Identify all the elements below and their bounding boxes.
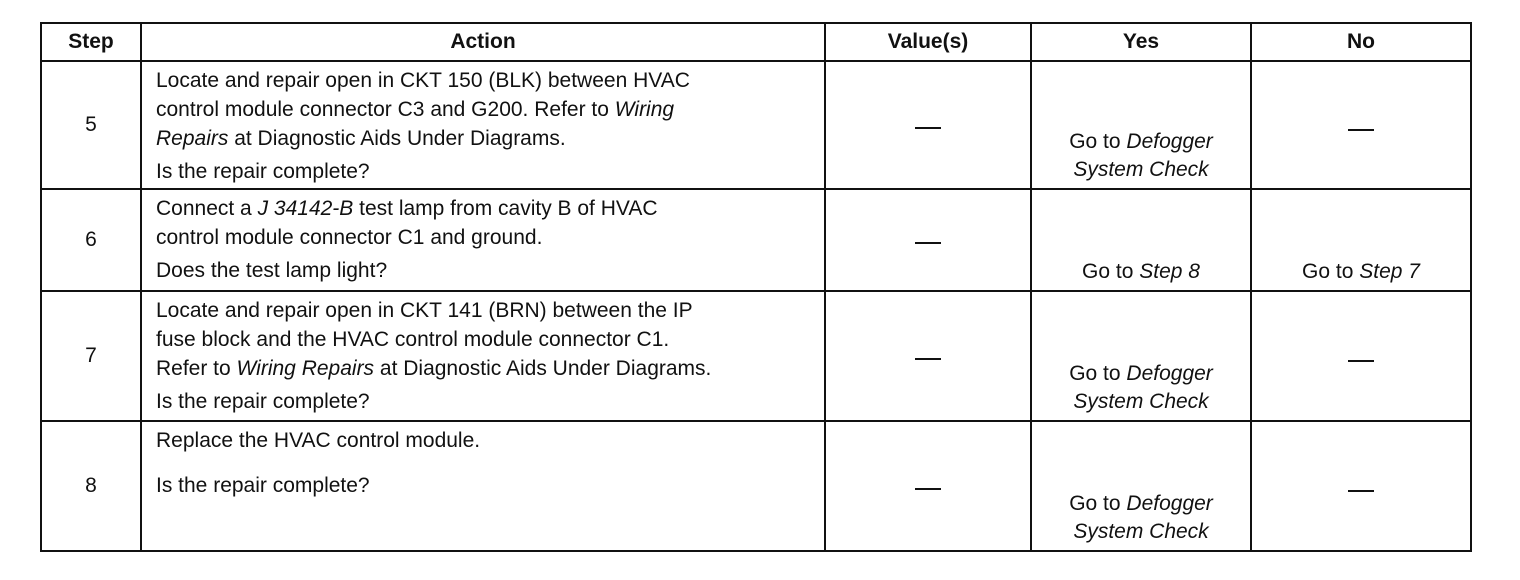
header-values: Value(s) bbox=[825, 23, 1031, 61]
header-yes: Yes bbox=[1031, 23, 1251, 61]
no-cell bbox=[1251, 421, 1471, 551]
table-row bbox=[41, 61, 1471, 189]
no-result bbox=[1252, 258, 1470, 286]
yes-text: Go to bbox=[1082, 260, 1140, 283]
step-number: 7 bbox=[41, 291, 141, 421]
reference-link: Wiring bbox=[614, 98, 675, 121]
yes-text: Go to bbox=[1069, 492, 1127, 515]
value-cell bbox=[825, 189, 1031, 291]
no-cell bbox=[1251, 189, 1471, 291]
dash-mark bbox=[1348, 360, 1374, 362]
dash-mark bbox=[915, 488, 941, 490]
table-row bbox=[41, 189, 1471, 291]
yes-text: Go to bbox=[1069, 362, 1127, 385]
diagnostic-table bbox=[40, 22, 1472, 552]
question-text: Is the repair complete? bbox=[156, 160, 370, 183]
reference-link: Repairs bbox=[156, 127, 229, 150]
yes-result bbox=[1032, 258, 1250, 286]
tool-reference: J 34142-B bbox=[257, 197, 354, 220]
question-text: Does the test lamp light? bbox=[156, 259, 388, 282]
dash-mark bbox=[1348, 129, 1374, 131]
yes-link: System Check bbox=[1073, 158, 1209, 181]
action-text bbox=[156, 194, 812, 223]
step-number: 6 bbox=[41, 189, 141, 291]
yes-link: System Check bbox=[1073, 390, 1209, 413]
dash-mark bbox=[915, 358, 941, 360]
action-text: control module connector C1 and ground. bbox=[156, 226, 543, 249]
no-cell bbox=[1251, 61, 1471, 189]
header-no: No bbox=[1251, 23, 1471, 61]
yes-result bbox=[1032, 490, 1250, 546]
yes-link: Defogger bbox=[1126, 130, 1213, 153]
yes-cell bbox=[1031, 189, 1251, 291]
step-number: 5 bbox=[41, 61, 141, 189]
no-cell bbox=[1251, 291, 1471, 421]
action-text: Replace the HVAC control module. bbox=[156, 429, 481, 452]
yes-text: Go to bbox=[1069, 130, 1127, 153]
action-text: at Diagnostic Aids Under Diagrams. bbox=[374, 357, 712, 380]
yes-cell bbox=[1031, 421, 1251, 551]
action-cell bbox=[141, 421, 825, 551]
table-row bbox=[41, 291, 1471, 421]
reference-link: Wiring Repairs bbox=[236, 357, 375, 380]
yes-link: Defogger bbox=[1126, 492, 1213, 515]
action-text: Refer to bbox=[156, 357, 237, 380]
table-row bbox=[41, 421, 1471, 551]
no-text: Go to bbox=[1302, 260, 1360, 283]
yes-cell bbox=[1031, 291, 1251, 421]
yes-result bbox=[1032, 360, 1250, 416]
action-cell bbox=[141, 189, 825, 291]
dash-mark bbox=[915, 127, 941, 129]
value-cell bbox=[825, 291, 1031, 421]
yes-result bbox=[1032, 128, 1250, 184]
action-text bbox=[156, 95, 812, 124]
action-text: control module connector C3 and G200. Refer to bbox=[156, 98, 615, 121]
action-text: at Diagnostic Aids Under Diagrams. bbox=[228, 127, 566, 150]
header-action: Action bbox=[141, 23, 825, 61]
header-row bbox=[41, 23, 1471, 61]
yes-cell bbox=[1031, 61, 1251, 189]
header-step: Step bbox=[41, 23, 141, 61]
action-text: test lamp from cavity B of HVAC bbox=[353, 197, 658, 220]
yes-link: Defogger bbox=[1126, 362, 1213, 385]
action-cell bbox=[141, 61, 825, 189]
action-cell bbox=[141, 291, 825, 421]
action-text bbox=[156, 124, 812, 153]
no-link: Step 7 bbox=[1359, 260, 1420, 283]
action-text bbox=[156, 354, 812, 383]
action-text: fuse block and the HVAC control module connector C1. bbox=[156, 328, 670, 351]
dash-mark bbox=[1348, 490, 1374, 492]
value-cell bbox=[825, 421, 1031, 551]
yes-link: Step 8 bbox=[1139, 260, 1200, 283]
dash-mark bbox=[915, 242, 941, 244]
action-text: Locate and repair open in CKT 150 (BLK) between HVAC bbox=[156, 69, 690, 92]
yes-link: System Check bbox=[1073, 520, 1209, 543]
question-text: Is the repair complete? bbox=[156, 474, 370, 497]
action-text: Connect a bbox=[156, 197, 258, 220]
step-number: 8 bbox=[41, 421, 141, 551]
value-cell bbox=[825, 61, 1031, 189]
action-text: Locate and repair open in CKT 141 (BRN) between the IP bbox=[156, 299, 693, 322]
question-text: Is the repair complete? bbox=[156, 390, 370, 413]
